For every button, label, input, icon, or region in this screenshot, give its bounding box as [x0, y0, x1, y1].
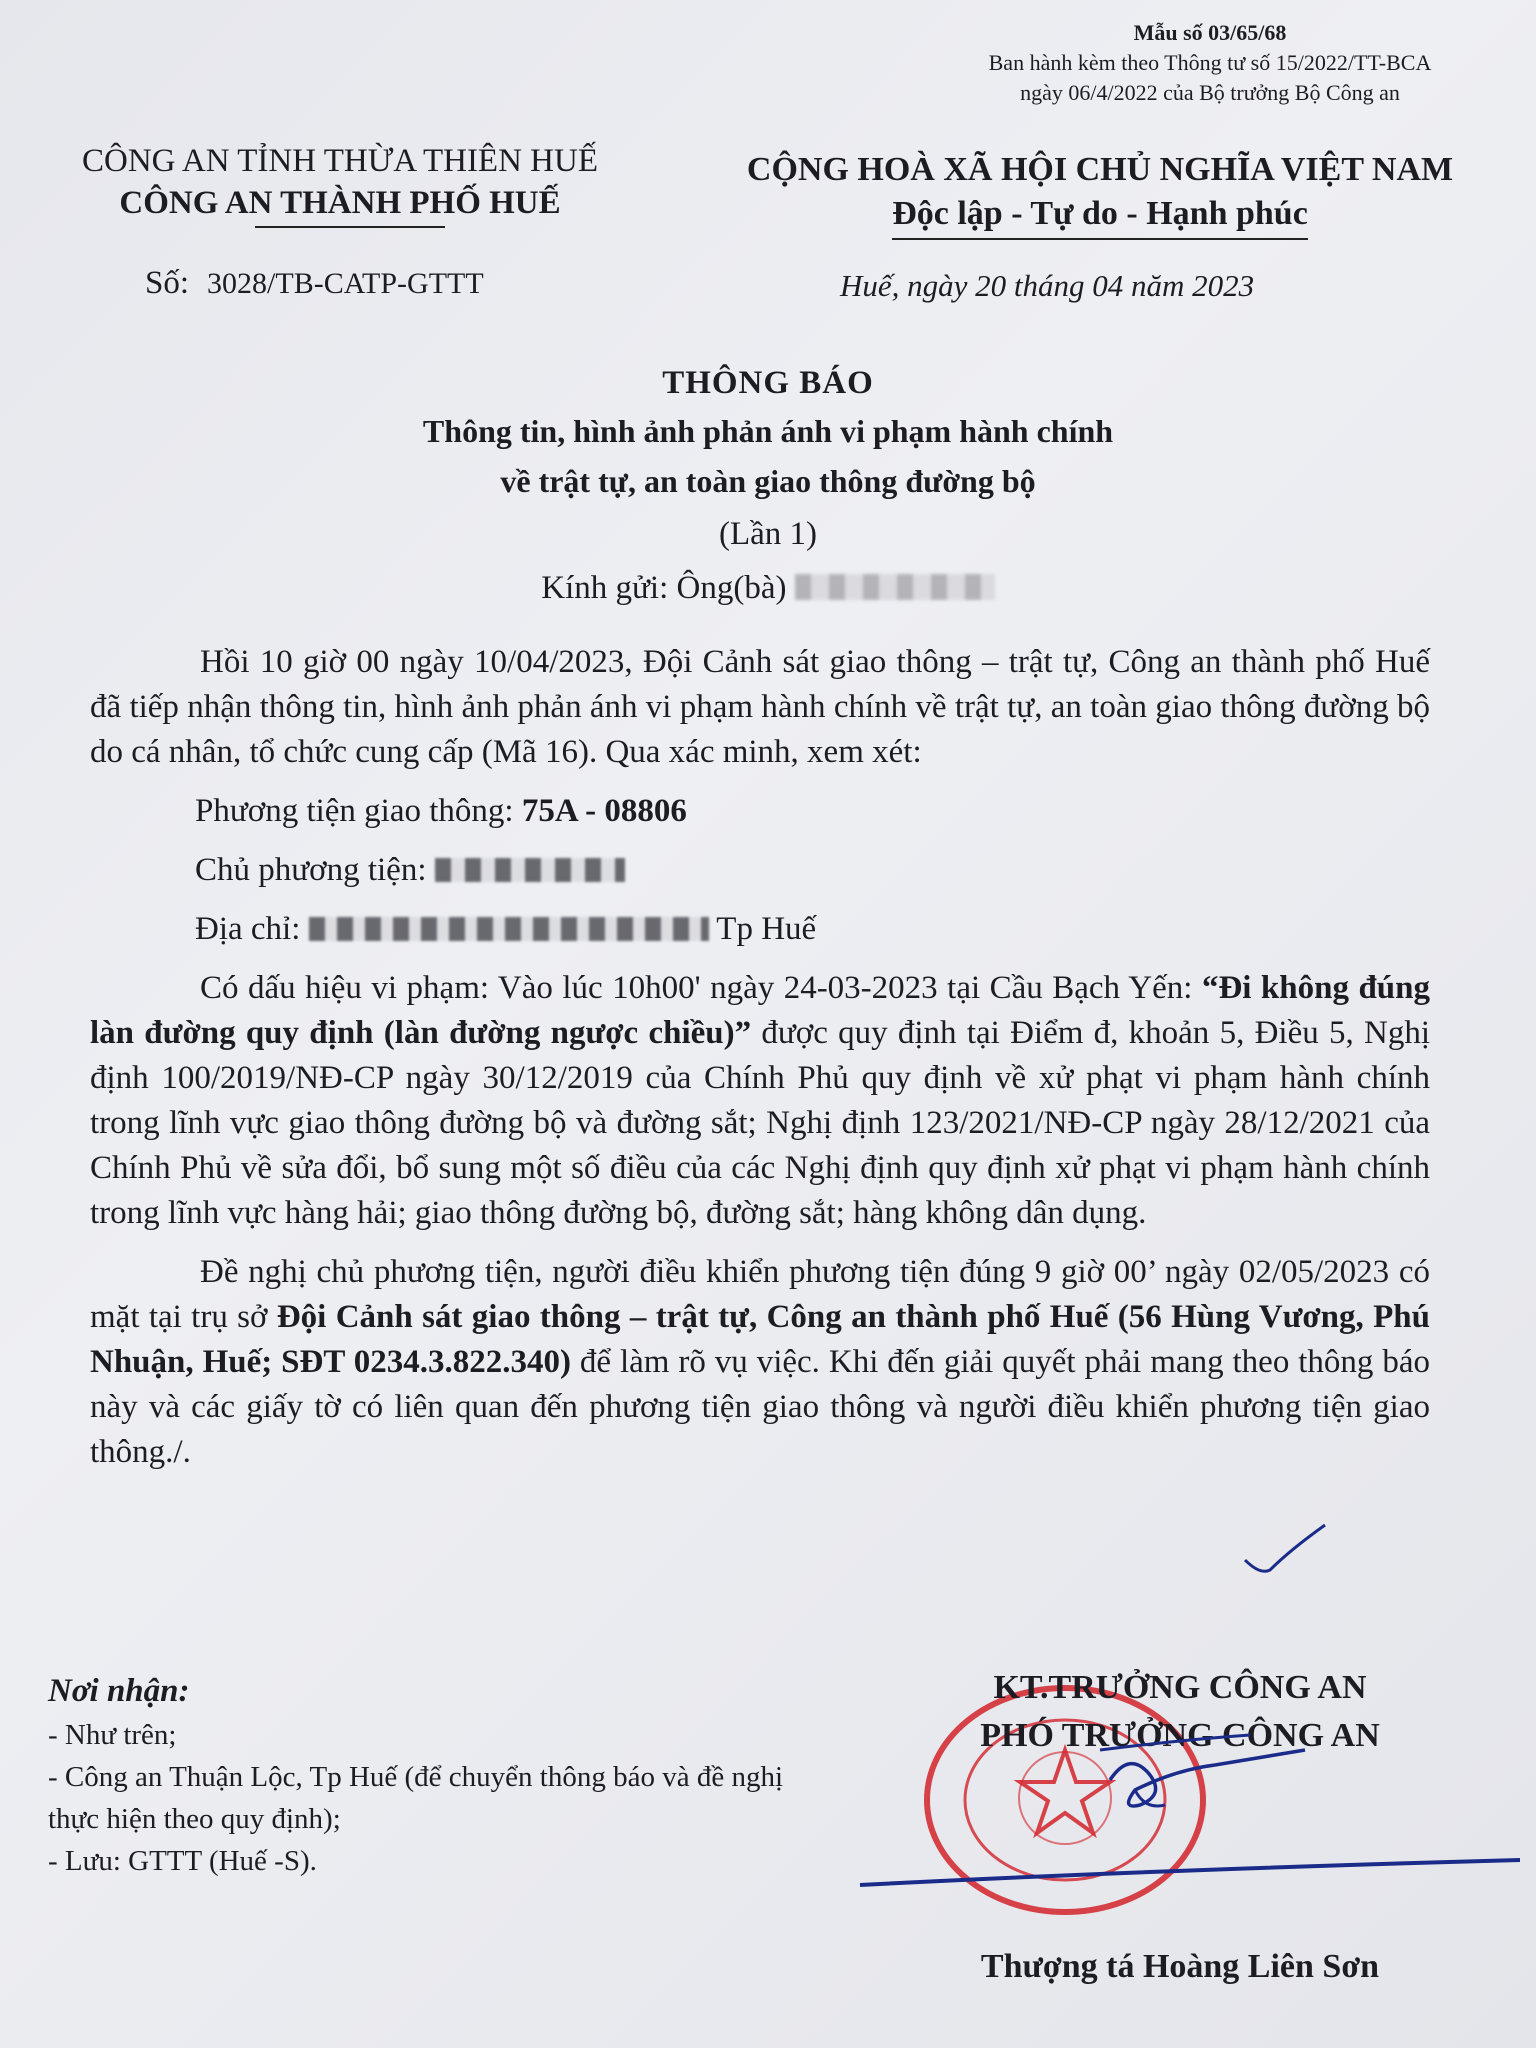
- vehicle-plate: 75A - 08806: [521, 793, 687, 829]
- violation-intro: Có dấu hiệu vi phạm: Vào lúc 10h00' ngày 24-03-2023 tại Cầu Bạch Yến:: [200, 970, 1193, 1006]
- owner-label: Chủ phương tiện:: [195, 852, 427, 888]
- redacted-name: [795, 574, 995, 600]
- agency-underline: [255, 226, 445, 228]
- owner-field: [90, 848, 1430, 893]
- notice-round: (Lần 1): [718, 516, 818, 552]
- body-paragraph-1: Hồi 10 giờ 00 ngày 10/04/2023, Đội Cảnh sát giao thông – trật tự, Công an thành phố Huế đã tiếp nhận thông tin, hình ảnh phản ánh vi phạm hành chính về trật tự, an toàn giao thông đường bộ do cá nhân, tổ chức cung cấp (Mã 16). Qua xác minh, xem xét:: [90, 644, 1430, 770]
- form-issued-line1: Ban hành kèm theo Thông tư số 15/2022/TT-BCA: [988, 50, 1432, 75]
- signer-name: Thượng tá Hoàng Liên Sơn: [980, 1948, 1380, 1985]
- nation-line1: CỘNG HOÀ XÃ HỘI CHỦ NGHĨA VIỆT NAM: [746, 151, 1454, 188]
- violation-paragraph: [90, 966, 1430, 1236]
- agency-line1: CÔNG AN TỈNH THỪA THIÊN HUẾ: [81, 143, 598, 179]
- recipients-block: [48, 1668, 788, 1882]
- document-number-label: Số:: [145, 265, 190, 301]
- checkmark-icon: [1240, 1520, 1330, 1580]
- redacted-owner: [435, 858, 625, 882]
- recipients-heading: Nơi nhận:: [48, 1673, 190, 1709]
- form-number: Mẫu số 03/65/68: [1133, 20, 1287, 45]
- vehicle-label: Phương tiện giao thông:: [195, 793, 514, 829]
- recipient-label: Kính gửi: Ông(bà): [541, 570, 787, 606]
- agency-header: [40, 140, 640, 228]
- recipients-item-1: - Như trên;: [48, 1719, 177, 1751]
- request-start: Đề nghị chủ phương tiện, người điều khiển phương tiện đúng 9 giờ 00’ ngày 02/05/2023 có mặt tại trụ sở: [90, 1254, 1430, 1335]
- nation-motto: Độc lập - Tự do - Hạnh phúc: [892, 192, 1308, 240]
- agency-line2: CÔNG AN THÀNH PHỐ HUẾ: [119, 185, 561, 221]
- recipient-line: [0, 570, 1536, 607]
- document-number: [145, 265, 484, 302]
- request-paragraph: [90, 1250, 1430, 1475]
- request-location: Đội Cảnh sát giao thông – trật tự, Công an thành phố Huế (56 Hùng Vương, Phú Nhuận, Huế; SĐT 0234.3.822.340): [90, 1299, 1430, 1380]
- violation-quote: “Đi không đúng làn đường quy định (làn đường ngược chiều)”: [90, 970, 1431, 1051]
- address-city: Tp Huế: [716, 911, 817, 947]
- request-end: để làm rõ vụ việc. Khi đến giải quyết phải mang theo thông báo này và các giấy tờ có liên quan đến phương tiện giao thông và người điều khiển phương tiện giao thông./.: [90, 1344, 1431, 1470]
- title-block: [0, 360, 1536, 562]
- violation-legal-basis: được quy định tại Điểm đ, khoản 5, Điều 5, Nghị định 100/2019/NĐ-CP ngày 30/12/2019 của Chính Phủ quy định về xử phạt vi phạm hành chính trong lĩnh vực giao thông đường bộ và đường sắt; Nghị định 123/2021/NĐ-CP ngày 28/12/2021 của Chính Phủ về sửa đổi, bổ sung một số điều của các Nghị định quy định xử phạt vi phạm hành chính trong lĩnh vực hàng hải; giao thông đường bộ, đường sắt; hàng không dân dụng.: [90, 1015, 1431, 1231]
- address-label: Địa chỉ:: [195, 911, 301, 947]
- form-issued-line2: ngày 06/4/2022 của Bộ trưởng Bộ Công an: [1020, 80, 1400, 105]
- document-date: Huế, ngày 20 tháng 04 năm 2023: [840, 268, 1255, 303]
- nation-header: [690, 148, 1510, 240]
- document-subtitle-2: về trật tự, an toàn giao thông đường bộ: [500, 463, 1036, 499]
- form-reference: [900, 18, 1520, 108]
- recipients-item-2: - Công an Thuận Lộc, Tp Huế (để chuyển thông báo và đề nghị thực hiện theo quy định);: [48, 1761, 784, 1835]
- vehicle-field: [90, 789, 1430, 834]
- handwritten-signature: [850, 1720, 1530, 1900]
- document-number-value: 3028/TB-CATP-GTTT: [207, 267, 484, 300]
- recipients-item-3: - Lưu: GTTT (Huế -S).: [48, 1845, 317, 1877]
- signature-title-1: KT.TRƯỞNG CÔNG AN: [993, 1669, 1367, 1706]
- redacted-address: [309, 917, 709, 941]
- document-subtitle-1: Thông tin, hình ảnh phản ánh vi phạm hành chính: [422, 413, 1114, 449]
- document-title: THÔNG BÁO: [662, 365, 874, 401]
- document-body: [90, 640, 1430, 1475]
- signature-title-2: PHÓ TRƯỞNG CÔNG AN: [980, 1717, 1380, 1754]
- address-field: [90, 907, 1430, 952]
